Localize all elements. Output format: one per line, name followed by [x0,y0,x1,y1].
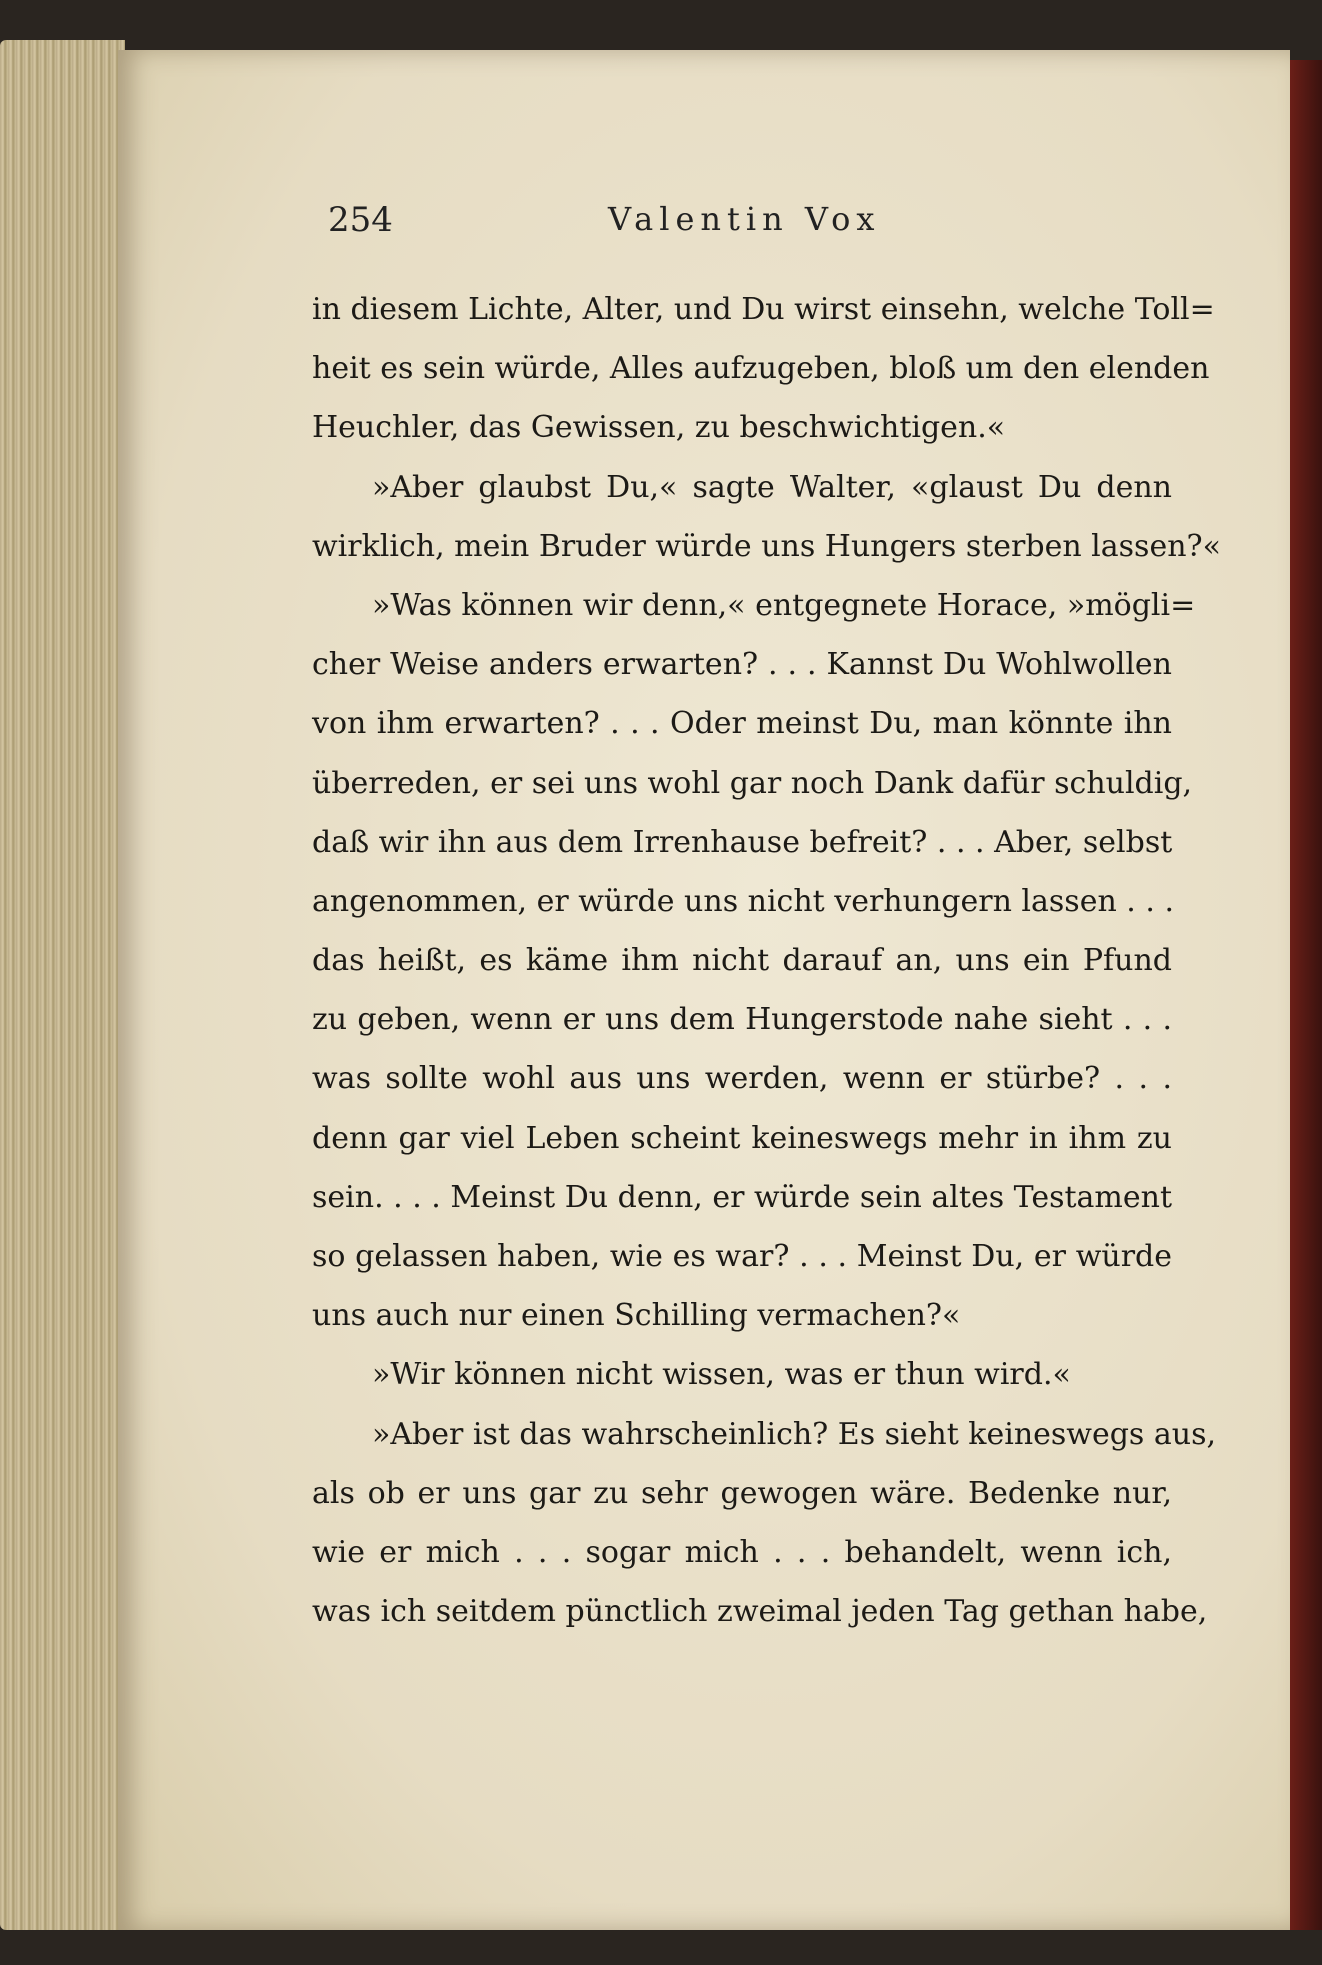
text-line: cher Weise anders erwarten? . . . Kannst Du Wohlwollen [312,647,1172,683]
page-header [328,200,1168,256]
text-line: denn gar viel Leben scheint keineswegs mehr in ihm zu [312,1120,1172,1156]
running-title: Valentin Vox [608,200,881,238]
text-line: angenommen, er würde uns nicht verhungern lassen . . . [312,883,1174,919]
text-line: wirklich, mein Bruder würde uns Hungers sterben lassen?« [312,528,1221,564]
text-line: »Aber glaubst Du,« sagte Walter, «glaust Du denn [372,469,1172,505]
text-line: in diesem Lichte, Alter, und Du wirst einsehn, welche Toll= [312,292,1215,327]
text-line: daß wir ihn aus dem Irrenhause befreit? . . . Aber, selbst [312,824,1173,860]
text-line: von ihm erwarten? . . . Oder meinst Du, man könnte ihn [312,706,1172,742]
text-line: »Wir können nicht wissen, was er thun wird.« [372,1357,1071,1393]
text-line: sein. . . . Meinst Du denn, er würde sein altes Testament [312,1179,1172,1215]
body-text [312,280,1221,1641]
book-cover-edge [1290,60,1322,1930]
text-line: was ich seitdem pünctlich zweimal jeden Tag gethan habe, [312,1594,1208,1630]
text-line: so gelassen haben, wie es war? . . . Meinst Du, er würde [312,1239,1172,1274]
text-line: heit es sein würde, Alles aufzugeben, bloß um den elenden [312,351,1210,387]
text-line: überreden, er sei uns wohl gar noch Dank dafür schuldig, [312,765,1193,801]
text-line: das heißt, es käme ihm nicht darauf an, uns ein Pfund [312,943,1172,979]
text-line: uns auch nur einen Schilling vermachen?« [312,1298,961,1334]
text-line: zu geben, wenn er uns dem Hungerstode nahe sieht . . . [312,1002,1172,1038]
text-line: Heuchler, das Gewissen, zu beschwichtigen.« [312,410,1006,446]
text-line: wie er mich . . . sogar mich . . . behandelt, wenn ich, [312,1534,1172,1570]
text-line: was sollte wohl aus uns werden, wenn er stürbe? . . . [312,1061,1172,1097]
page-number: 254 [328,200,393,240]
text-line: »Was können wir denn,« entgegnete Horace, »mögli= [372,587,1196,623]
text-line: als ob er uns gar zu sehr gewogen wäre. Bedenke nur, [312,1475,1172,1511]
text-line: »Aber ist das wahrscheinlich? Es sieht keineswegs aus, [372,1416,1216,1452]
book-page-edges [0,40,125,1930]
